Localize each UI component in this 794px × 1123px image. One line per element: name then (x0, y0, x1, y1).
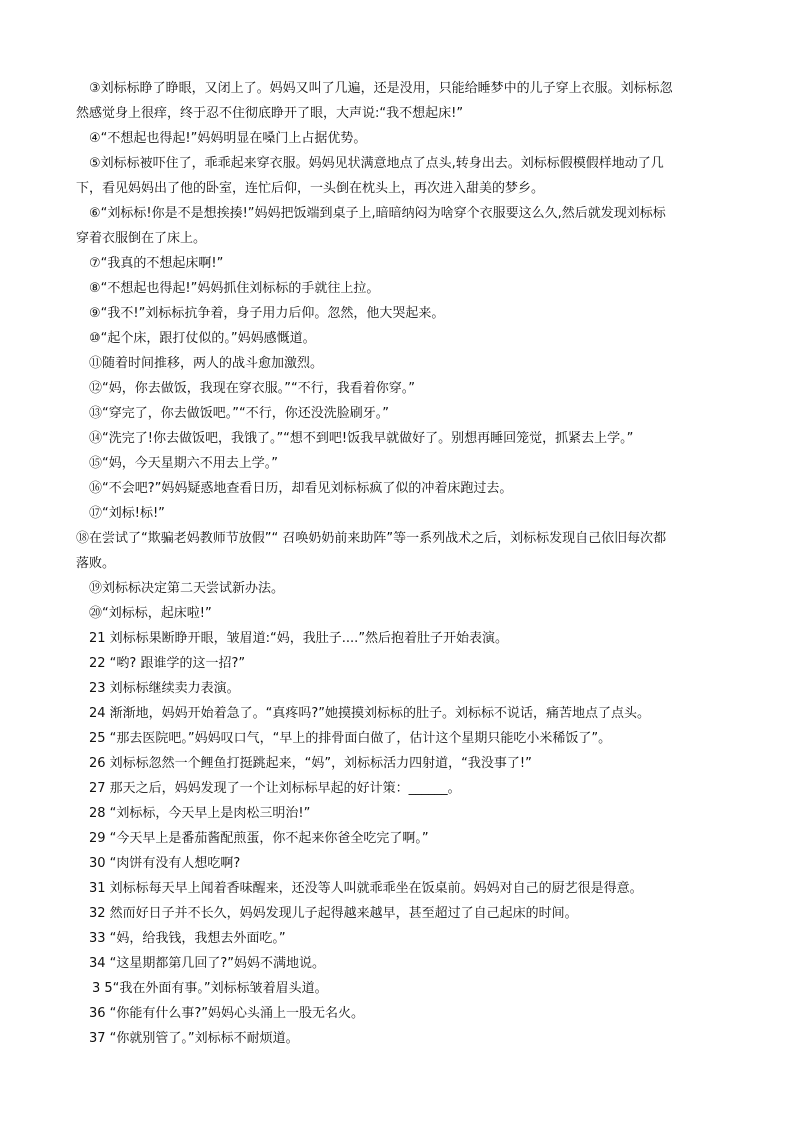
paragraph-8: ⑧“不想起也得起!”妈妈抓住刘标标的手就往上拉。 (89, 281, 380, 296)
paragraph-6-line-2: 穿着衣服倒在了床上。 (76, 231, 207, 246)
paragraph-11: ⑪随着时间推移，两人的战斗愈加激烈。 (89, 356, 324, 371)
paragraph-27: 27 那天之后，妈妈发现了一个让刘标标早起的好计策：______。 (89, 781, 461, 796)
paragraph-7: ⑦“我真的不想起床啊!” (89, 256, 224, 271)
paragraph-24: 24 渐渐地，妈妈开始着急了。“真疼吗?”她摸摸刘标标的肚子。刘标标不说话，痛苦地点了点头。 (89, 706, 651, 721)
paragraph-20: ⑳“刘标标，起床啦!” (89, 606, 212, 621)
paragraph-32: 32 然而好日子并不长久，妈妈发现儿子起得越来越早，甚至超过了自己起床的时间。 (89, 906, 578, 921)
paragraph-15: ⑮“妈，今天星期六不用去上学。” (89, 456, 278, 471)
paragraph-14: ⑭“洗完了!你去做饭吧，我饿了。”“想不到吧!饭我早就做好了。别想再睡回笼觉，抓紧去上学。” (89, 431, 634, 446)
paragraph-5-line-2: 下，看见妈妈出了他的卧室，连忙后仰，一头倒在枕头上，再次进入甜美的梦乡。 (76, 181, 545, 196)
paragraph-18-line-1: ⑱在尝试了“欺骗老妈教师节放假”“ 召唤奶奶前来助阵”等一系列战术之后，刘标标发现自己依旧每次都 (76, 531, 667, 546)
paragraph-18-line-2: 落败。 (76, 556, 116, 571)
story-text (76, 76, 726, 1051)
paragraph-30: 30 “肉饼有没有人想吃啊? (89, 856, 241, 871)
paragraph-3-line-1: ③刘标标睁了睁眼，又闭上了。妈妈又叫了几遍，还是没用，只能给睡梦中的儿子穿上衣服。刘标标忽 (89, 81, 673, 96)
paragraph-22: 22 “哟? 跟谁学的这一招?” (89, 656, 246, 671)
paragraph-34: 34 “这星期都第几回了?”妈妈不满地说。 (89, 956, 326, 971)
paragraph-5-line-1: ⑤刘标标被吓住了，乖乖起来穿衣服。妈妈见状满意地点了点头,转身出去。刘标标假模假样地动了几 (89, 156, 664, 171)
paragraph-6-line-1: ⑥“刘标标!你是不是想挨揍!”妈妈把饭端到桌子上,暗暗纳闷为啥穿个衣服要这么久,然后就发现刘标标 (89, 206, 666, 221)
paragraph-21: 21 刘标标果断睁开眼，皱眉道:“妈，我肚子....”然后抱着肚子开始表演。 (89, 631, 509, 646)
paragraph-16: ⑯“不会吧?”妈妈疑惑地查看日历，却看见刘标标疯了似的冲着床跑过去。 (89, 481, 513, 496)
paragraph-29: 29 “今天早上是番茄酱配煎蛋，你不起来你爸全吃完了啊。” (89, 831, 429, 846)
paragraph-33: 33 “妈，给我钱，我想去外面吃。” (89, 931, 286, 946)
paragraph-3-line-2: 然感觉身上很痒，终于忍不住彻底睁开了眼，大声说:“我不想起床!” (76, 106, 464, 121)
paragraph-9: ⑨“我不!”刘标标抗争着，身子用力后仰。忽然，他大哭起来。 (89, 306, 445, 321)
paragraph-26: 26 刘标标忽然一个鲤鱼打挺跳起来，“妈”，刘标标活力四射道，“我没事了!” (89, 756, 532, 771)
paragraph-25: 25 “那去医院吧。”妈妈叹口气，“早上的排骨面白做了，估计这个星期只能吃小米稀饭了”。 (89, 731, 612, 746)
paragraph-23: 23 刘标标继续卖力表演。 (89, 681, 240, 696)
paragraph-10: ⑩“起个床，跟打仗似的。”妈妈感慨道。 (89, 331, 316, 346)
paragraph-35: 3 5“我在外面有事。”刘标标皱着眉头道。 (92, 981, 328, 996)
paragraph-36: 36 “你能有什么事?”妈妈心头涌上一股无名火。 (89, 1006, 365, 1021)
paragraph-12: ⑫“妈，你去做饭，我现在穿衣服。”“不行，我看着你穿。” (89, 381, 415, 396)
paragraph-4: ④“不想起也得起!”妈妈明显在嗓门上占据优势。 (89, 131, 367, 146)
paragraph-13: ⑬“穿完了，你去做饭吧。”“不行，你还没洗脸刷牙。” (89, 406, 389, 421)
paragraph-37: 37 “你就别管了。”刘标标不耐烦道。 (89, 1031, 299, 1046)
paragraph-19: ⑲刘标标决定第二天尝试新办法。 (89, 581, 285, 596)
paragraph-17: ⑰“刘标!标!” (89, 506, 165, 521)
paragraph-31: 31 刘标标每天早上闻着香味醒来，还没等人叫就乖乖坐在饭桌前。妈妈对自己的厨艺很是得意。 (89, 881, 643, 896)
paragraph-28: 28 “刘标标，今天早上是肉松三明治!” (89, 806, 311, 821)
